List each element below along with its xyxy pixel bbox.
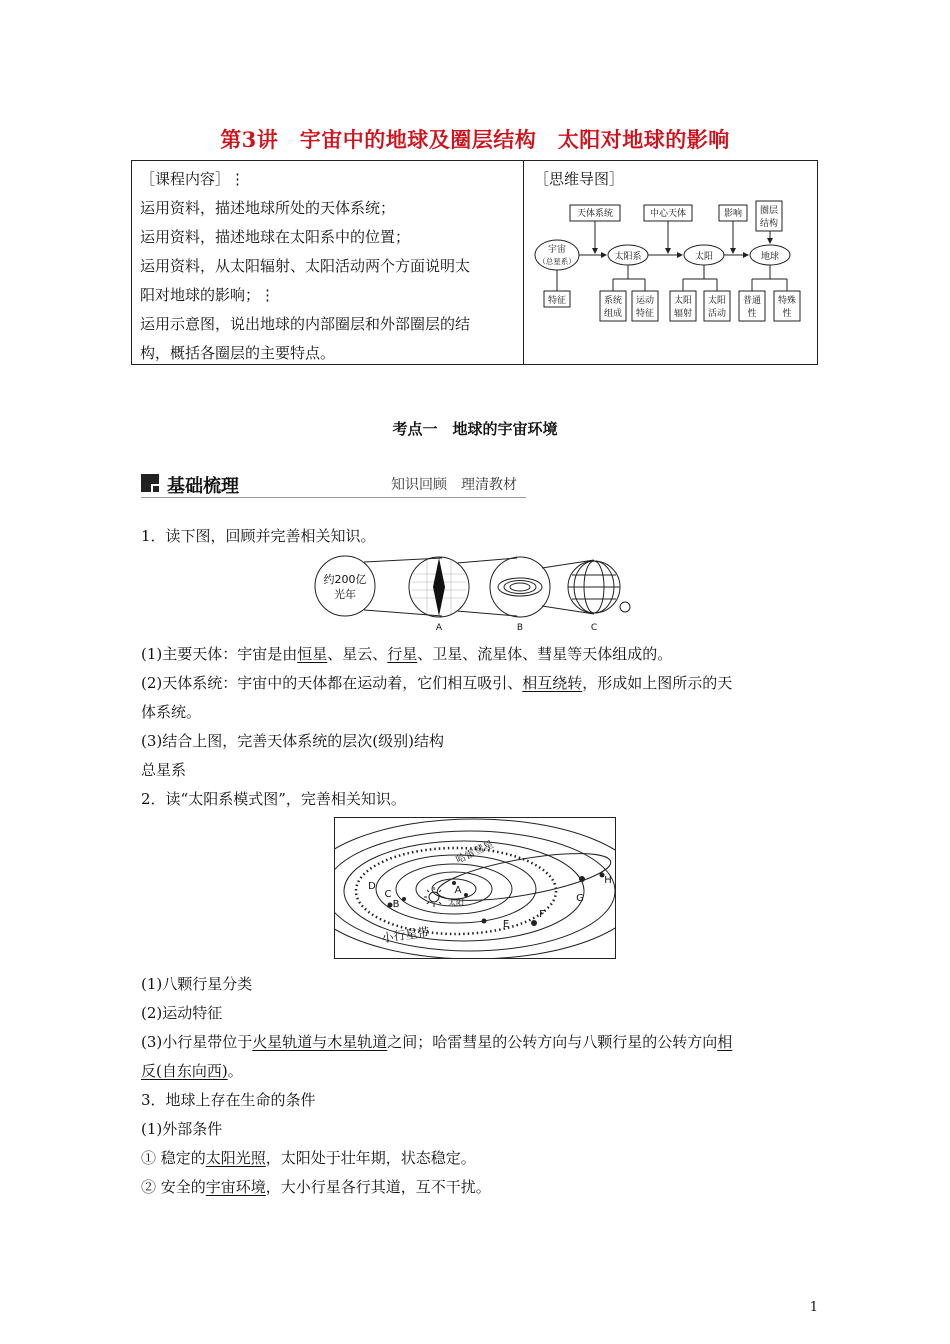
q3-p1: (1)外部条件: [141, 1120, 223, 1138]
solar-system-circle-b: [490, 557, 550, 617]
asteroid-belt-label: 小行星带: [380, 924, 431, 946]
text: 。: [227, 1062, 243, 1080]
mm-label: 太阳系: [614, 252, 642, 262]
fig1-label: 约200亿: [323, 573, 367, 586]
mm-label: 太阳: [673, 296, 693, 306]
q3-intro: 3．地球上存在生命的条件: [141, 1091, 316, 1109]
banner-rule: [141, 497, 526, 498]
q1-p3: (3)结合上图，完善天体系统的层次(级别)结构: [141, 732, 444, 750]
fig1-label-b: B: [516, 623, 524, 633]
q1-p1: [141, 640, 672, 669]
planet-label-g: G: [576, 893, 584, 904]
mm-label: 圈层: [759, 206, 779, 216]
text: 、星云、: [327, 645, 388, 663]
celestial-hierarchy-figure: [312, 554, 637, 634]
text: 之间；哈雷彗星的公转方向与八颗行星的公转方向: [387, 1033, 718, 1051]
mm-label: 运动: [635, 296, 655, 306]
course-line: 运用资料，从太阳辐射、太阳活动两个方面说明太: [140, 257, 471, 275]
q2-p2: (2)运动特征: [141, 1004, 223, 1022]
sun-icon: [424, 887, 444, 907]
planet-label-b: B: [392, 899, 400, 910]
comet-label: 哈雷彗星: [454, 839, 496, 867]
planet-label-h: H: [604, 875, 612, 886]
mm-label: 地球: [760, 252, 780, 262]
moon-circle: [620, 602, 630, 612]
planet-label-f: F: [539, 909, 545, 920]
mindmap: [534, 165, 814, 319]
text: (2)天体系统：宇宙中的天体都在运动着，它们相互吸引、: [141, 674, 523, 692]
text: ① 稳定的: [141, 1149, 206, 1167]
sun-label: 太阳: [448, 898, 464, 907]
page-title: 第3讲 宇宙中的地球及圈层结构 太阳对地球的影响: [220, 127, 730, 152]
mm-label: 活动: [707, 309, 727, 319]
answer-planet: 行星: [387, 645, 418, 663]
mm-label: 特征: [547, 296, 567, 306]
mm-label: 结构: [759, 219, 779, 229]
text: ② 安全的: [141, 1178, 206, 1196]
planet-label-a: A: [454, 885, 462, 896]
mm-label: 性: [782, 309, 792, 319]
answer-direction: 相: [717, 1033, 733, 1051]
page-number: 1: [809, 1300, 818, 1315]
mm-label: 太阳: [694, 252, 714, 262]
q3-p2: [141, 1144, 476, 1173]
answer-belt-location: 火星轨道与木星轨道: [252, 1033, 388, 1051]
text: ，太阳处于壮年期，状态稳定。: [265, 1149, 476, 1167]
planet-label-d: D: [368, 881, 376, 892]
mm-label: 太阳: [707, 296, 727, 306]
answer-direction: 反(自东向西): [141, 1062, 228, 1080]
galaxy-shape: [433, 558, 445, 616]
q1-p2: [141, 669, 732, 698]
mm-label: 性: [747, 309, 757, 319]
mindmap-header: ［思维导图］: [534, 170, 625, 188]
fig1-label: 光年: [334, 588, 356, 601]
answer-star: 恒星: [297, 645, 328, 663]
mm-label: 宇宙: [547, 245, 567, 255]
q3-p3: [141, 1173, 491, 1202]
mm-label: 组成: [603, 309, 623, 319]
course-line: 构，概括各圈层的主要特点。: [140, 344, 336, 362]
fig1-label-a: A: [435, 623, 443, 633]
course-line: 运用资料，描述地球所处的天体系统；: [140, 199, 396, 217]
basics-label: 基础梳理: [167, 476, 239, 497]
mm-label: 系统: [603, 296, 623, 306]
q2-p1: (1)八颗行星分类: [141, 975, 253, 993]
answer-environment: 宇宙环境: [205, 1178, 266, 1196]
mm-label: 中心天体: [649, 209, 687, 219]
q1-p2-cont: 体系统。: [141, 703, 202, 721]
course-header: ［课程内容］⋮: [140, 170, 246, 188]
basics-subtitle: 知识回顾 理清教材: [391, 477, 517, 493]
text: 、卫星、流星体、彗星等天体组成的。: [417, 645, 673, 663]
planet-label-c: C: [384, 889, 392, 900]
section-title: 考点一 地球的宇宙环境: [392, 420, 558, 438]
answer-mutual-orbit: 相互绕转: [522, 674, 583, 692]
mm-label: 特征: [635, 309, 655, 319]
course-content: [140, 165, 516, 368]
text: (1)主要天体：宇宙是由: [141, 645, 298, 663]
q2-intro: 2．读“太阳系模式图”，完善相关知识。: [141, 790, 406, 808]
course-line: 运用示意图，说出地球的内部圈层和外部圈层的结: [140, 315, 471, 333]
text: ，大小行星各行其道，互不干扰。: [265, 1178, 491, 1196]
basics-banner: [141, 470, 526, 500]
mm-label: 特殊: [777, 296, 797, 306]
banner-square-icon: [141, 474, 159, 492]
fig1-label-c: C: [590, 623, 598, 633]
solar-system-figure: [334, 817, 616, 959]
mindmap-diagram: [534, 199, 814, 329]
mm-label: 天体系统: [576, 209, 614, 219]
mm-label: （总星系）: [538, 257, 576, 266]
mm-label: 普通: [742, 296, 762, 306]
mm-label: 影响: [723, 209, 743, 219]
course-line: 阳对地球的影响；⋮: [140, 286, 276, 304]
universe-circle: [315, 556, 375, 616]
course-line: 运用资料，描述地球在太阳系中的位置；: [140, 228, 411, 246]
q2-p3-cont: [141, 1057, 243, 1086]
text: (3)小行星带位于: [141, 1033, 253, 1051]
answer-sunlight: 太阳光照: [205, 1149, 266, 1167]
q2-p3: [141, 1028, 732, 1057]
text: ，形成如上图所示的天: [582, 674, 733, 692]
course-table: [131, 160, 818, 365]
table-divider: [523, 161, 524, 364]
mm-label: 辐射: [673, 309, 693, 319]
planet-label-e: E: [502, 919, 510, 930]
q1-p4: 总星系: [141, 761, 187, 779]
q1-intro: 1．读下图，回顾并完善相关知识。: [141, 527, 376, 545]
